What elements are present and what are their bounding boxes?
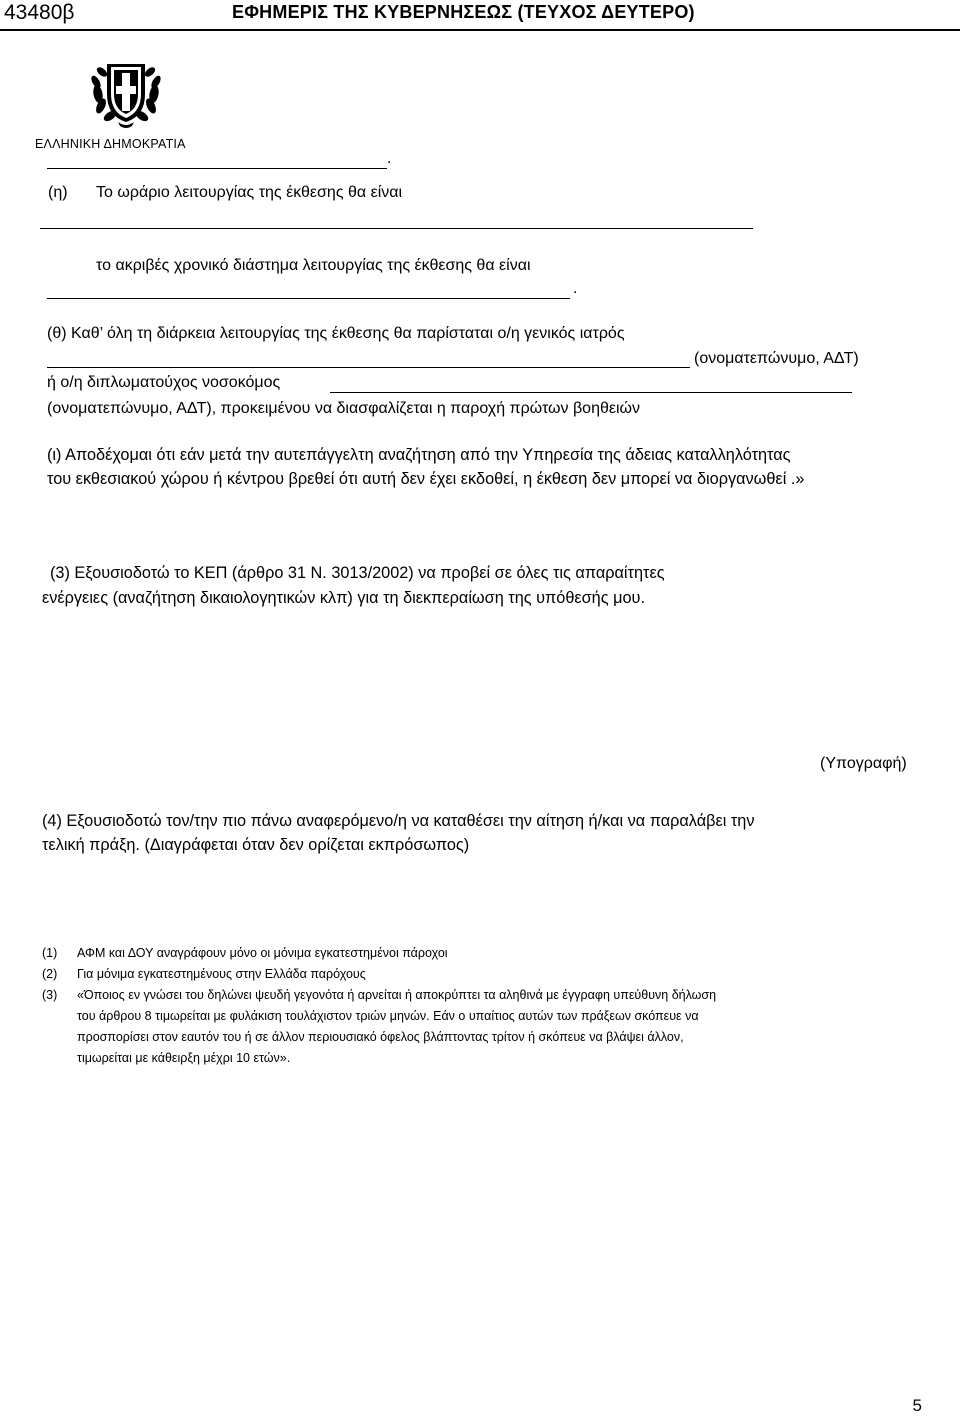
footnote-3-line-3: προσπορίσει στον εαυτόν του ή σε άλλον περιουσιακό όφελος βλάπτοντας τρίτον ή σκόπευε να βλάψει άλλον, xyxy=(77,1030,684,1044)
item-h-duration-text: το ακριβές χρονικό διάστημα λειτουργίας της έκθεσης θα είναι xyxy=(96,257,531,274)
kep-authorization-line-2: ενέργειες (αναζήτηση δικαιολογητικών κλπ) για τη διεκπεραίωση της υπόθεσής μου. xyxy=(42,589,645,607)
gazette-title: ΕΦΗΜΕΡΙΣ ΤΗΣ ΚΥΒΕΡΝΗΣΕΩΣ (ΤΕΥΧΟΣ ΔΕΥΤΕΡΟ) xyxy=(232,2,695,22)
footnote-1-marker: (1) xyxy=(42,946,58,960)
representative-authorization-line-1: (4) Εξουσιοδοτώ τον/την πιο πάνω αναφερόμενο/η να καταθέσει την αίτηση ή/και να παραλάβει την xyxy=(42,812,755,830)
opening-hours-blank xyxy=(40,228,753,229)
footnote-3-line-2: του άρθρου 8 τιμωρείται με φυλάκιση τουλάχιστον τριών μηνών. Εάν ο υπαίτιος αυτών των πράξεων σκόπευε να xyxy=(77,1009,699,1023)
duration-blank xyxy=(47,298,570,299)
nurse-label: ή ο/η διπλωματούχος νοσοκόμος xyxy=(47,374,281,391)
footnote-2-text: Για μόνιμα εγκατεστημένους στην Ελλάδα παρόχους xyxy=(77,967,366,981)
header-divider xyxy=(0,29,960,31)
representative-authorization-line-2: τελική πράξη. (Διαγράφεται όταν δεν ορίζεται εκπρόσωπος) xyxy=(42,836,470,854)
footnote-3-line-1: «Όποιος εν γνώσει του δηλώνει ψευδή γεγονότα ή αρνείται ή αποκρύπτει τα αληθινά με έγγραφη υπεύθυνη δήλωση xyxy=(77,988,717,1002)
greek-coat-of-arms-icon xyxy=(88,56,164,128)
doctor-name-blank xyxy=(47,367,690,368)
signature-label: (Υπογραφή) xyxy=(820,755,907,772)
line-end-period: . xyxy=(387,150,392,167)
duration-end-period: . xyxy=(573,280,578,297)
item-i-line-2: του εκθεσιακού χώρου ή κέντρου βρεθεί ότι αυτή δεν έχει εκδοθεί, η έκθεση δεν μπορεί να διοργανωθεί .» xyxy=(47,470,805,488)
item-h-text: Το ωράριο λειτουργίας της έκθεσης θα είναι xyxy=(96,184,403,201)
item-h-marker: (η) xyxy=(48,184,68,201)
item-th-text: (θ) Καθ’ όλη τη διάρκεια λειτουργίας της έκθεσης θα παρίσταται ο/η γενικός ιατρός xyxy=(47,325,625,342)
blank-line xyxy=(47,168,387,169)
page-number: 5 xyxy=(912,1396,922,1415)
footnote-2-marker: (2) xyxy=(42,967,58,981)
nurse-name-blank xyxy=(330,392,852,393)
footnote-3-marker: (3) xyxy=(42,988,58,1002)
gazette-page-reference: 43480β xyxy=(4,1,75,24)
footnote-1-text: ΑΦΜ και ΔΟΥ αναγράφουν μόνο οι μόνιμα εγκατεστημένοι πάροχοι xyxy=(77,946,448,960)
doctor-id-label: (ονοματεπώνυμο, ΑΔΤ) xyxy=(694,350,859,367)
republic-caption: ΕΛΛΗΝΙΚΗ ΔΗΜΟΚΡΑΤΙΑ xyxy=(35,137,186,151)
kep-authorization-line-1: (3) Εξουσιοδοτώ το ΚΕΠ (άρθρο 31 Ν. 3013/2002) να προβεί σε όλες τις απαραίτητες xyxy=(50,564,665,582)
footnote-3-line-4: τιμωρείται με κάθειρξη μέχρι 10 ετών». xyxy=(77,1051,291,1065)
item-th-first-aid-text: (ονοματεπώνυμο, ΑΔΤ), προκειμένου να διασφαλίζεται η παροχή πρώτων βοηθειών xyxy=(47,400,641,417)
item-i-line-1: (ι) Αποδέχομαι ότι εάν μετά την αυτεπάγγελτη αναζήτηση από την Υπηρεσία της άδειας καταλληλότητας xyxy=(47,446,791,464)
